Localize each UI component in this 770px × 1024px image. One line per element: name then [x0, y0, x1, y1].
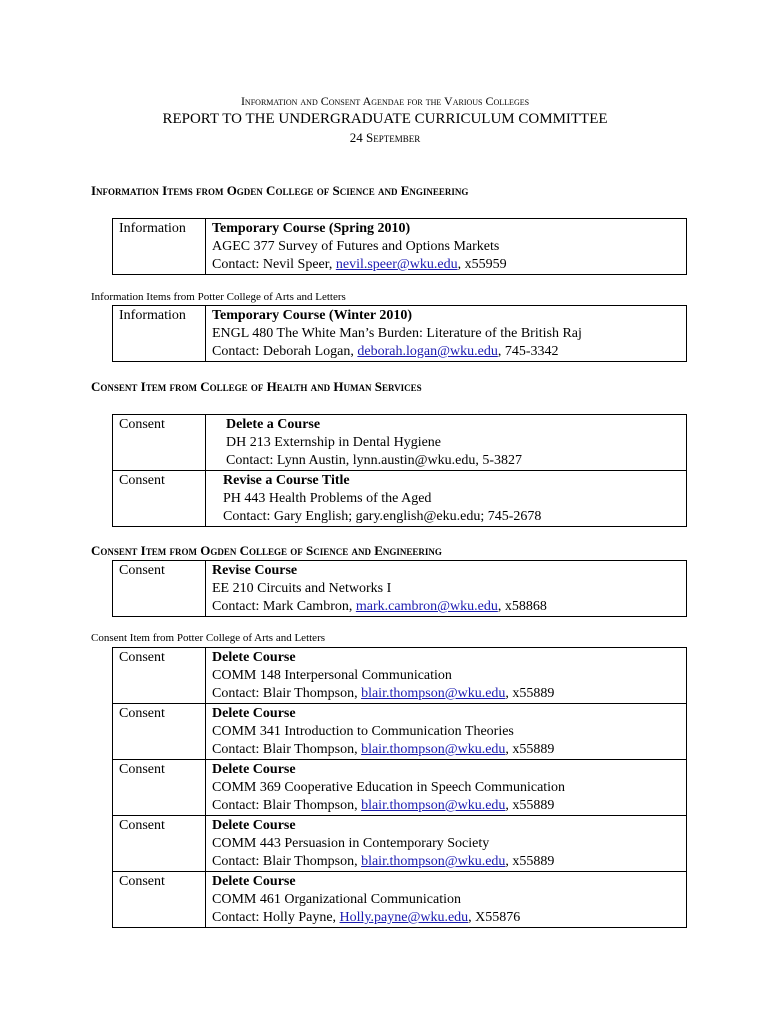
item-type: Consent [113, 415, 206, 471]
table-row [113, 415, 687, 471]
contact-label: Contact: Holly Payne, [212, 910, 340, 925]
contact-phone: , x55889 [505, 854, 555, 869]
table-row [113, 561, 687, 617]
doc-title: REPORT TO THE UNDERGRADUATE CURRICULUM COMMITTEE [162, 111, 608, 127]
contact-phone: , x58868 [497, 599, 547, 614]
table-row [113, 760, 687, 816]
email-link[interactable]: blair.thompson@wku.edu [361, 798, 506, 813]
table-row [113, 471, 687, 527]
item-type: Consent [113, 872, 206, 928]
item-contact [212, 797, 686, 815]
item-type: Consent [113, 704, 206, 760]
item-detail [206, 219, 687, 275]
info-table-ogden [112, 218, 687, 275]
item-detail [206, 306, 687, 362]
item-contact [212, 741, 686, 759]
item-type: Consent [113, 561, 206, 617]
item-course: PH 443 Health Problems of the Aged [223, 491, 432, 506]
item-title: Revise Course [212, 563, 298, 578]
item-detail [206, 816, 687, 872]
contact-label: Contact: Nevil Speer, [212, 257, 336, 272]
item-type: Consent [113, 648, 206, 704]
contact-label: Contact: Blair Thompson, [212, 854, 362, 869]
email-link[interactable]: Holly.payne@wku.edu [339, 910, 469, 925]
item-title: Delete Course [212, 762, 296, 777]
contact-phone: , X55876 [468, 910, 521, 925]
section-heading-potter-consent: Consent Item from Potter College of Arts and Letters [91, 632, 326, 644]
item-course: AGEC 377 Survey of Futures and Options Markets [212, 239, 500, 254]
item-title: Delete Course [212, 818, 296, 833]
contact-label: Contact: Deborah Logan, [212, 344, 358, 359]
info-table-potter [112, 305, 687, 362]
item-title: Temporary Course (Winter 2010) [212, 308, 412, 323]
email-link[interactable]: blair.thompson@wku.edu [361, 742, 506, 757]
section-heading-health-consent: Consent Item from College of Health and Human Services [91, 379, 422, 394]
item-detail [206, 561, 687, 617]
doc-header-line1: Information and Consent Agendae for the Various Colleges [240, 94, 530, 108]
email-link[interactable]: blair.thompson@wku.edu [361, 854, 506, 869]
item-contact [212, 685, 686, 703]
item-course: EE 210 Circuits and Networks I [212, 581, 392, 596]
date-day: 24 [349, 130, 363, 145]
section-heading-ogden-consent: Consent Item from Ogden College of Science and Engineering [91, 543, 442, 558]
item-course: COMM 443 Persuasion in Contemporary Society [212, 836, 490, 851]
item-course: COMM 341 Introduction to Communication Theories [212, 724, 514, 739]
contact-phone: , x55889 [505, 742, 555, 757]
email-link[interactable]: mark.cambron@wku.edu [355, 599, 498, 614]
consent-table-ogden [112, 560, 687, 617]
item-type: Consent [113, 760, 206, 816]
item-detail [206, 648, 687, 704]
item-contact [212, 909, 686, 927]
table-row [113, 872, 687, 928]
contact-phone: , x55959 [457, 257, 507, 272]
item-contact [212, 853, 686, 871]
item-title: Revise a Course Title [223, 473, 350, 488]
table-row [113, 648, 687, 704]
contact-label: Contact: Blair Thompson, [212, 742, 362, 757]
item-title: Delete Course [212, 706, 296, 721]
item-contact [212, 256, 686, 274]
table-row [113, 816, 687, 872]
section-heading-ogden-info: Information Items from Ogden College of Science and Engineering [91, 183, 469, 198]
item-title: Delete Course [212, 874, 296, 889]
item-type: Consent [113, 471, 206, 527]
item-type: Information [113, 306, 206, 362]
item-course: COMM 369 Cooperative Education in Speech Communication [212, 780, 566, 795]
table-row [113, 306, 687, 362]
contact-phone: , x55889 [505, 798, 555, 813]
table-row [113, 219, 687, 275]
item-contact: Contact: Lynn Austin, lynn.austin@wku.edu, 5-3827 [226, 453, 522, 468]
consent-table-health [112, 414, 687, 527]
item-title: Delete a Course [226, 417, 321, 432]
contact-label: Contact: Mark Cambron, [212, 599, 356, 614]
email-link[interactable]: nevil.speer@wku.edu [335, 257, 458, 272]
item-title: Delete Course [212, 650, 296, 665]
item-course: COMM 148 Interpersonal Communication [212, 668, 452, 683]
item-type: Consent [113, 816, 206, 872]
contact-phone: , x55889 [505, 686, 555, 701]
item-detail [206, 471, 687, 527]
item-course: DH 213 Externship in Dental Hygiene [226, 435, 442, 450]
item-type: Information [113, 219, 206, 275]
item-detail [206, 872, 687, 928]
contact-label: Contact: Blair Thompson, [212, 686, 362, 701]
contact-label: Contact: Blair Thompson, [212, 798, 362, 813]
item-detail [206, 760, 687, 816]
email-link[interactable]: deborah.logan@wku.edu [357, 344, 498, 359]
section-heading-potter-info: Information Items from Potter College of Arts and Letters [91, 291, 346, 303]
doc-date [0, 130, 770, 146]
item-title: Temporary Course (Spring 2010) [212, 221, 411, 236]
item-contact [212, 598, 686, 616]
item-detail [206, 415, 687, 471]
date-month: September [366, 130, 421, 145]
item-contact: Contact: Gary English; gary.english@eku.edu; 745-2678 [223, 509, 542, 524]
contact-phone: , 745-3342 [497, 344, 559, 359]
item-contact [212, 343, 686, 361]
table-row [113, 704, 687, 760]
item-course: COMM 461 Organizational Communication [212, 892, 461, 907]
email-link[interactable]: blair.thompson@wku.edu [361, 686, 506, 701]
item-detail [206, 704, 687, 760]
item-course: ENGL 480 The White Man’s Burden: Literature of the British Raj [212, 326, 582, 341]
consent-table-potter [112, 647, 687, 928]
